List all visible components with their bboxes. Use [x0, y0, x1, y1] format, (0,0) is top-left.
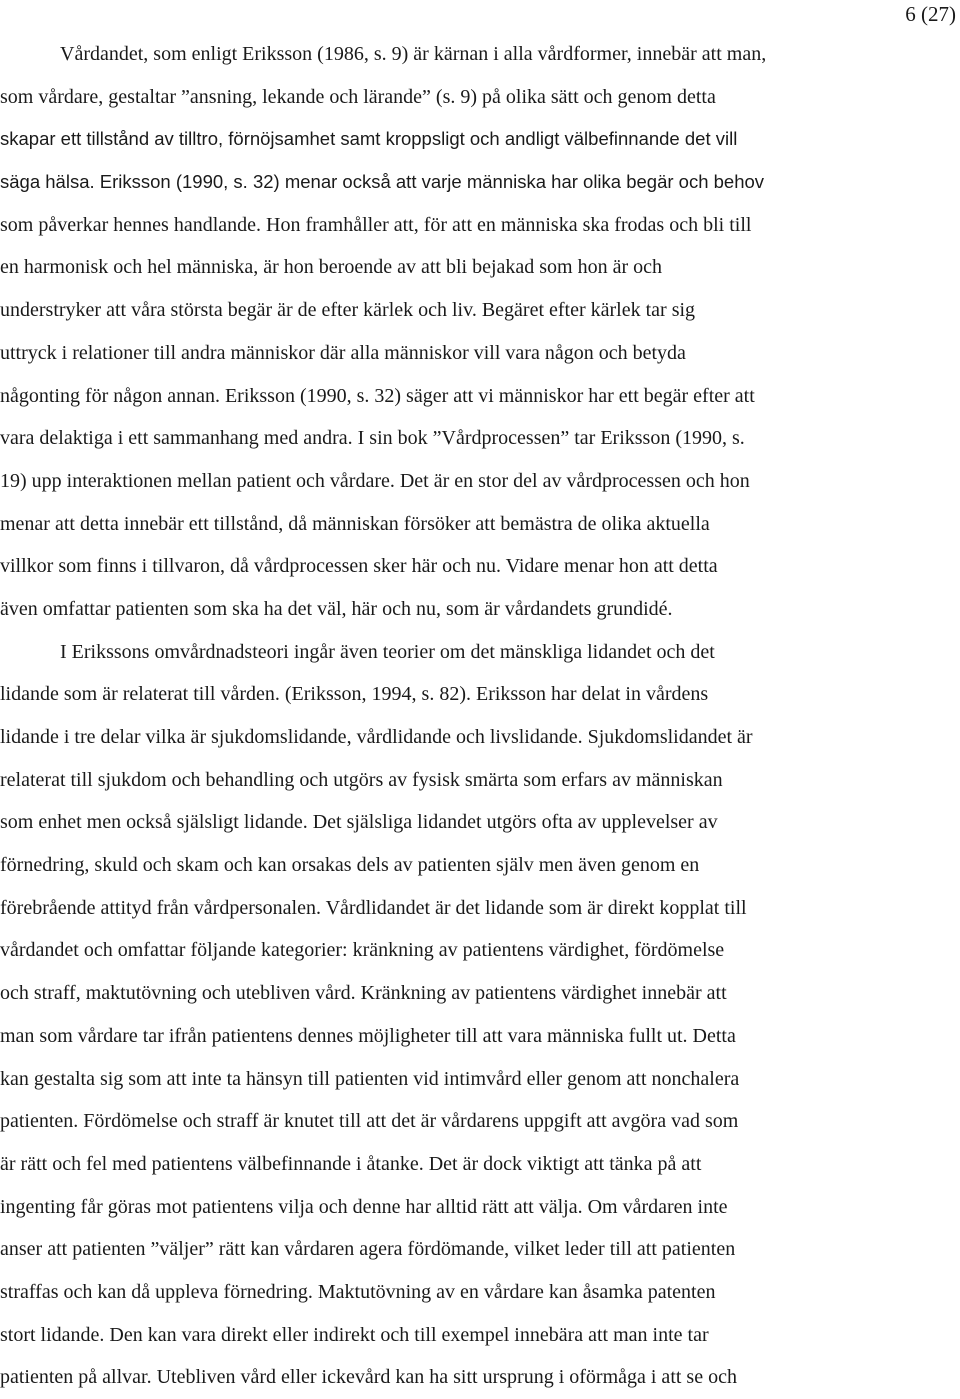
text-line: 19) upp interaktionen mellan patient och vårdare. Det är en stor del av vårdprocessen och hon [0, 469, 750, 492]
text-line: straffas och kan då uppleva förnedring. Maktutövning av en vårdare kan åsamka patenten [0, 1280, 716, 1303]
text-line: uttryck i relationer till andra människor där alla människor vill vara någon och betyda [0, 341, 686, 364]
text-line: kan gestalta sig som att inte ta hänsyn till patienten vid intimvård eller genom att nonchalera [0, 1067, 740, 1090]
text-line: en harmonisk och hel människa, är hon beroende av att bli bejakad som hon är och [0, 256, 663, 279]
text-line: skapar ett tillstånd av tilltro, förnöjsamhet samt kroppsligt och andligt välbefinnande det vill [0, 128, 738, 150]
text-line: förnedring, skuld och skam och kan orsakas dels av patienten själv men även genom en [0, 854, 700, 877]
text-line: som påverkar hennes handlande. Hon framhåller att, för att en människa ska frodas och bli till [0, 213, 752, 236]
text-line: är rätt och fel med patientens välbefinnande i åtanke. Det är dock viktigt att tänka på att [0, 1152, 702, 1175]
document-body [0, 33, 934, 1399]
text-line: anser att patienten ”väljer” rätt kan vårdaren agera fördömande, vilket leder till att patienten [0, 1238, 736, 1261]
text-line: menar att detta innebär ett tillstånd, då människan försöker att bemästra de olika aktuella [0, 512, 710, 535]
text-line: lidande som är relaterat till vården. (Eriksson, 1994, s. 82). Eriksson har delat in vårdens [0, 683, 709, 706]
text-line: relaterat till sjukdom och behandling och utgörs av fysisk smärta som erfars av människan [0, 768, 723, 791]
text-line: man som vårdare tar ifrån patientens dennes möjligheter till att vara människa fullt ut. Detta [0, 1024, 736, 1047]
text-line: ingenting får göras mot patientens vilja och denne har alltid rätt att välja. Om vårdaren inte [0, 1195, 728, 1218]
text-line: patienten på allvar. Utebliven vård eller ickevård kan ha sitt ursprung i oförmåga i att se och [0, 1366, 737, 1389]
text-line: förebrående attityd från vårdpersonalen. Vårdlidandet är det lidande som är direkt kopplat till [0, 896, 747, 919]
text-line: villkor som finns i tillvaron, då vårdprocessen sker här och nu. Vidare menar hon att detta [0, 555, 718, 578]
text-line: någonting för någon annan. Eriksson (1990, s. 32) säger att vi människor har ett begär efter att [0, 384, 755, 407]
text-line: patienten. Fördömelse och straff är knutet till att det är vårdarens uppgift att avgöra vad som [0, 1110, 739, 1133]
text-line: som vårdare, gestaltar ”ansning, lekande och lärande” (s. 9) på olika sätt och genom detta [0, 85, 716, 108]
text-line: vårdandet och omfattar följande kategorier: kränkning av patientens värdighet, fördömelse [0, 939, 725, 962]
text-line: även omfattar patienten som ska ha det väl, här och nu, som är vårdandets grundidé. [0, 597, 673, 620]
text-line: som enhet men också själsligt lidande. Det själsliga lidandet utgörs ofta av upplevelser av [0, 811, 718, 834]
text-line: I Erikssons omvårdnadsteori ingår även teorier om det mänskliga lidandet och det [60, 640, 715, 663]
text-line: vara delaktiga i ett sammanhang med andra. I sin bok ”Vårdprocessen” tar Eriksson (1990, s. [0, 427, 745, 450]
page-number: 6 (27) [905, 2, 956, 26]
text-line: understryker att våra största begär är de efter kärlek och liv. Begäret efter kärlek tar sig [0, 299, 696, 322]
text-line: säga hälsa. Eriksson (1990, s. 32) menar också att varje människa har olika begär och behov [0, 171, 765, 193]
text-line: och straff, maktutövning och utebliven vård. Kränkning av patientens värdighet innebär att [0, 982, 727, 1005]
text-line: stort lidande. Den kan vara direkt eller indirekt och till exempel innebära att man inte tar [0, 1323, 709, 1346]
text-line: Vårdandet, som enligt Eriksson (1986, s. 9) är kärnan i alla vårdformer, innebär att man, [60, 43, 767, 65]
text-line: lidande i tre delar vilka är sjukdomslidande, vårdlidande och livslidande. Sjukdomslidandet är [0, 726, 753, 748]
